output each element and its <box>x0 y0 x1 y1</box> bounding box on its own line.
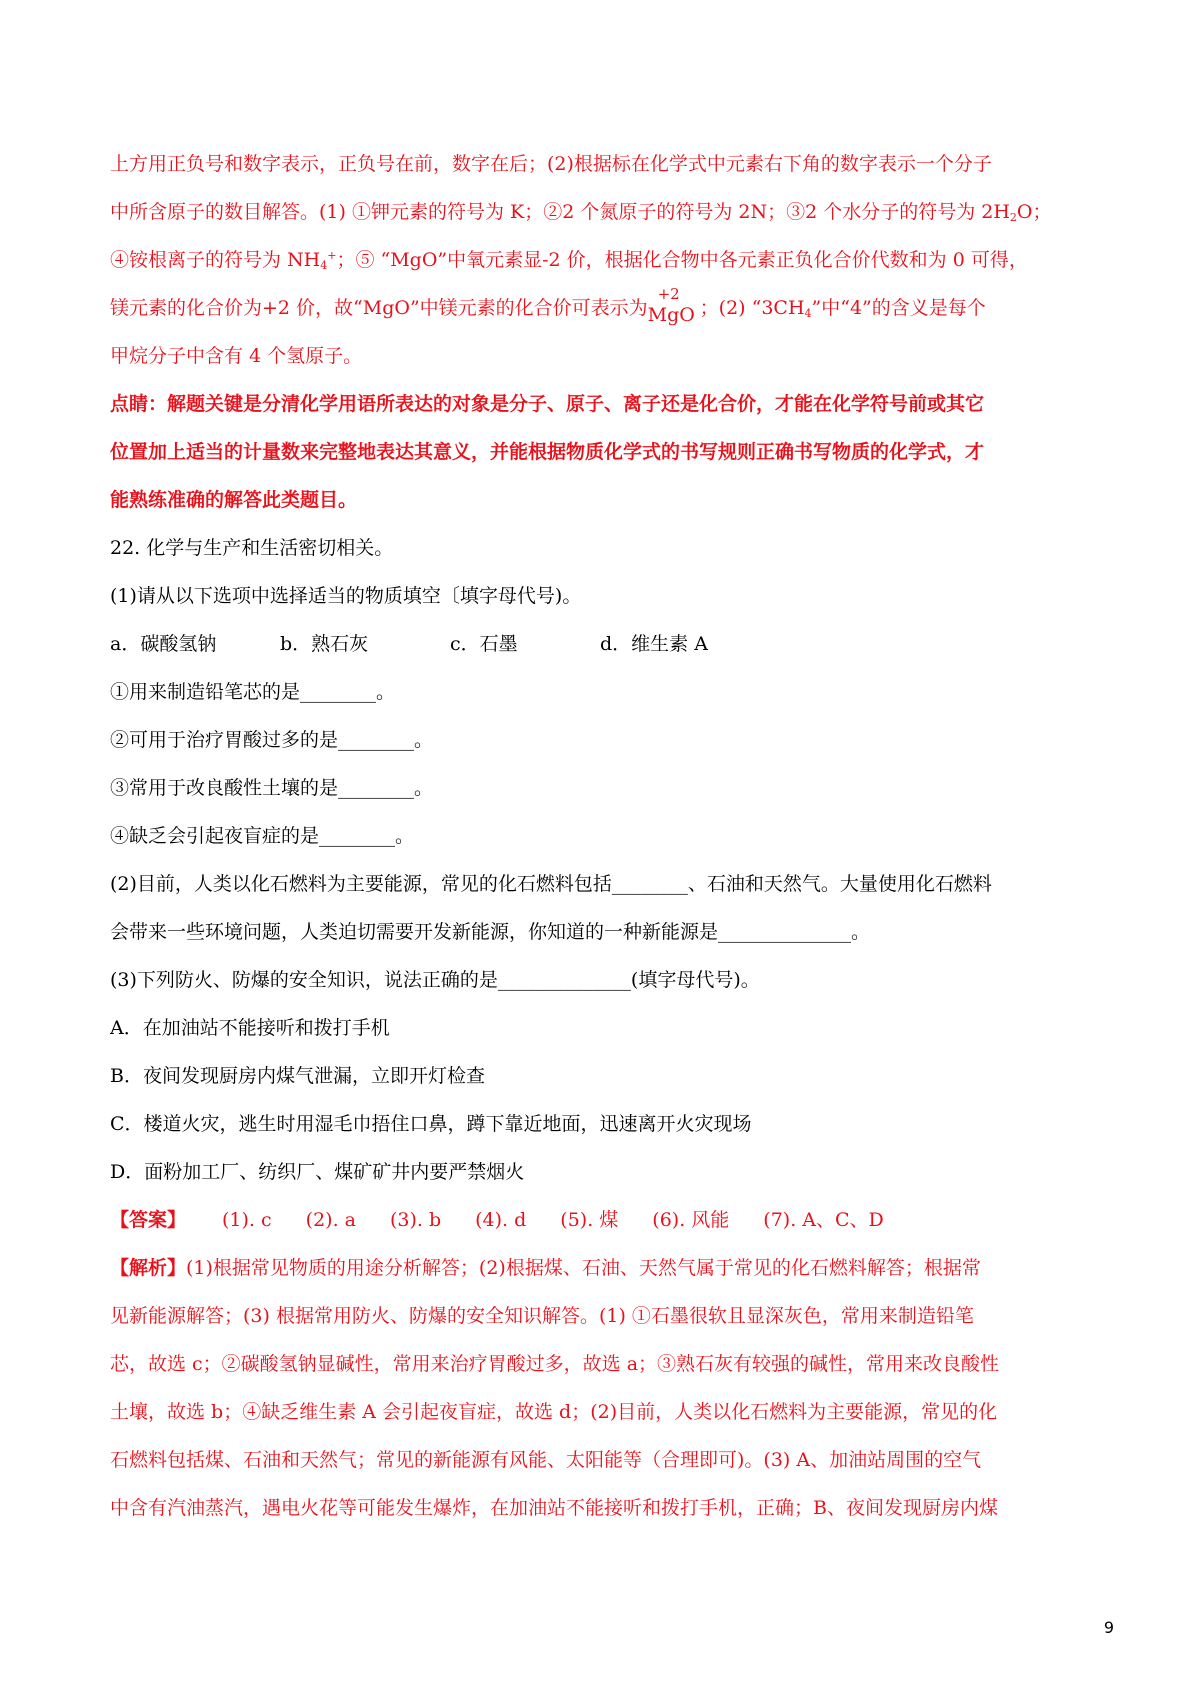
tip-line-1 <box>110 380 1100 428</box>
option-b: b．熟石灰 <box>280 633 369 655</box>
valence-notation <box>647 285 700 328</box>
valence-charge: +2 <box>657 285 680 303</box>
explanation-line-5 <box>110 332 1100 380</box>
answer-item: (2). a <box>305 1209 356 1231</box>
explanation-text: ；⑤ “MgO”中氧元素显-2 价，根据化合物中各元素正负化合价代数和为 0 可得， <box>336 249 1028 271</box>
analysis-text: 见新能源解答；(3) 根据常用防火、防爆的安全知识解答。(1) ①石墨很软且显深灰色，常用来制造铅笔 <box>110 1305 974 1327</box>
choice-a <box>110 1004 1100 1052</box>
tip-text: 点睛：解题关键是分清化学用语所表达的对象是分子、原子、离子还是化合价，才能在化学符号前或其它 <box>110 393 985 415</box>
tip-text: 能熟练准确的解答此类题目。 <box>110 489 358 511</box>
analysis-text: (1)根据常见物质的用途分析解答；(2)根据煤、石油、天然气属于常见的化石燃料解答；根据常 <box>186 1257 981 1279</box>
analysis-label: 【解析】 <box>110 1257 187 1279</box>
question-stem <box>110 524 1100 572</box>
subscript: 4 <box>320 259 328 272</box>
explanation-text: ；(2) “3CH <box>699 297 805 319</box>
choice-c <box>110 1100 1100 1148</box>
analysis-line-1 <box>110 1244 1100 1292</box>
valence-formula: MgO <box>647 304 695 326</box>
analysis-text: 石燃料包括煤、石油和天然气；常见的新能源有风能、太阳能等（合理即可)。(3) A、加油站周围的空气 <box>110 1449 982 1471</box>
analysis-text: 中含有汽油蒸汽，遇电火花等可能发生爆炸，在加油站不能接听和拨打手机，正确；B、夜间发现厨房内煤 <box>110 1497 998 1519</box>
choice-d <box>110 1148 1100 1196</box>
question-text: ①用来制造铅笔芯的是________。 <box>110 681 396 703</box>
option-d: d．维生素 A <box>600 633 708 655</box>
question-part-3 <box>110 956 1100 1004</box>
sub-question-3 <box>110 764 1100 812</box>
superscript: + <box>327 249 337 262</box>
answer-line <box>110 1196 1100 1244</box>
subscript: 4 <box>804 307 812 320</box>
analysis-text: 土壤，故选 b；④缺乏维生素 A 会引起夜盲症，故选 d；(2)目前，人类以化石燃料为主要能源，常见的化 <box>110 1401 998 1423</box>
subscript: 2 <box>1009 211 1017 224</box>
option-c: c．石墨 <box>450 633 518 655</box>
answer-item: (1). c <box>222 1209 272 1231</box>
choice-text: A．在加油站不能接听和拨打手机 <box>110 1017 390 1039</box>
tip-line-2 <box>110 428 1100 476</box>
option-a: a．碳酸氢钠 <box>110 633 217 655</box>
analysis-line-4 <box>110 1388 1100 1436</box>
option-row <box>110 620 1100 668</box>
sub-question-4 <box>110 812 1100 860</box>
page-content <box>110 140 1100 1532</box>
explanation-line-1 <box>110 140 1100 188</box>
sub-question-1 <box>110 668 1100 716</box>
analysis-line-3 <box>110 1340 1100 1388</box>
answer-item: (3). b <box>389 1209 442 1231</box>
tip-line-3 <box>110 476 1100 524</box>
choice-text: D．面粉加工厂、纺织厂、煤矿矿井内要严禁烟火 <box>110 1161 525 1183</box>
sub-question-2 <box>110 716 1100 764</box>
answer-item: (4). d <box>475 1209 527 1231</box>
choice-text: C．楼道火灾，逃生时用湿毛巾捂住口鼻，蹲下靠近地面，迅速离开火灾现场 <box>110 1113 752 1135</box>
question-text: ②可用于治疗胃酸过多的是________。 <box>110 729 434 751</box>
question-text: 22. 化学与生产和生活密切相关。 <box>110 537 394 559</box>
question-part-2-line-2 <box>110 908 1100 956</box>
explanation-text: 镁元素的化合价为+2 价，故“MgO”中镁元素的化合价可表示为 <box>110 297 648 319</box>
explanation-text: ④铵根离子的符号为 NH <box>110 249 321 271</box>
choice-b <box>110 1052 1100 1100</box>
answer-item: (6). 风能 <box>652 1209 730 1231</box>
choice-text: B．夜间发现厨房内煤气泄漏，立即开灯检查 <box>110 1065 485 1087</box>
answer-item: (7). A、C、D <box>763 1209 884 1231</box>
analysis-line-5 <box>110 1436 1100 1484</box>
explanation-text: 甲烷分子中含有 4 个氢原子。 <box>110 345 363 367</box>
question-text: ④缺乏会引起夜盲症的是________。 <box>110 825 415 847</box>
explanation-text: ”中“4”的含义是每个 <box>811 297 986 319</box>
question-part-1 <box>110 572 1100 620</box>
question-text: (3)下列防火、防爆的安全知识，说法正确的是______________(填字母代号)。 <box>110 969 760 991</box>
explanation-text: 上方用正负号和数字表示，正负号在前，数字在后；(2)根据标在化学式中元素右下角的数字表示一个分子 <box>110 153 992 175</box>
question-text: ③常用于改良酸性土壤的是________。 <box>110 777 434 799</box>
explanation-line-2 <box>110 188 1100 236</box>
question-part-2-line-1 <box>110 860 1100 908</box>
explanation-line-3 <box>110 236 1100 284</box>
analysis-text: 芯，故选 c；②碳酸氢钠显碱性，常用来治疗胃酸过多，故选 a；③熟石灰有较强的碱性，常用来改良酸性 <box>110 1353 1000 1375</box>
question-text: (2)目前，人类以化石燃料为主要能源，常见的化石燃料包括________、石油和天然气。大量使用化石燃料 <box>110 873 992 895</box>
explanation-text: 中所含原子的数目解答。(1) ①钾元素的符号为 K；②2 个氮原子的符号为 2N；③2 个水分子的符号为 2H <box>110 201 1010 223</box>
analysis-line-6 <box>110 1484 1100 1532</box>
answer-item: (5). 煤 <box>560 1209 619 1231</box>
page-number: 9 <box>1103 1618 1114 1637</box>
tip-text: 位置加上适当的计量数来完整地表达其意义，并能根据物质化学式的书写规则正确书写物质的化学式，才 <box>110 441 985 463</box>
explanation-line-4 <box>110 284 1100 332</box>
analysis-line-2 <box>110 1292 1100 1340</box>
explanation-text: O； <box>1016 201 1052 223</box>
answer-label: 【答案】 <box>110 1209 187 1231</box>
question-text: (1)请从以下选项中选择适当的物质填空〔填字母代号)。 <box>110 585 582 607</box>
question-text: 会带来一些环境问题，人类迫切需要开发新能源，你知道的一种新能源是______________。 <box>110 921 871 943</box>
